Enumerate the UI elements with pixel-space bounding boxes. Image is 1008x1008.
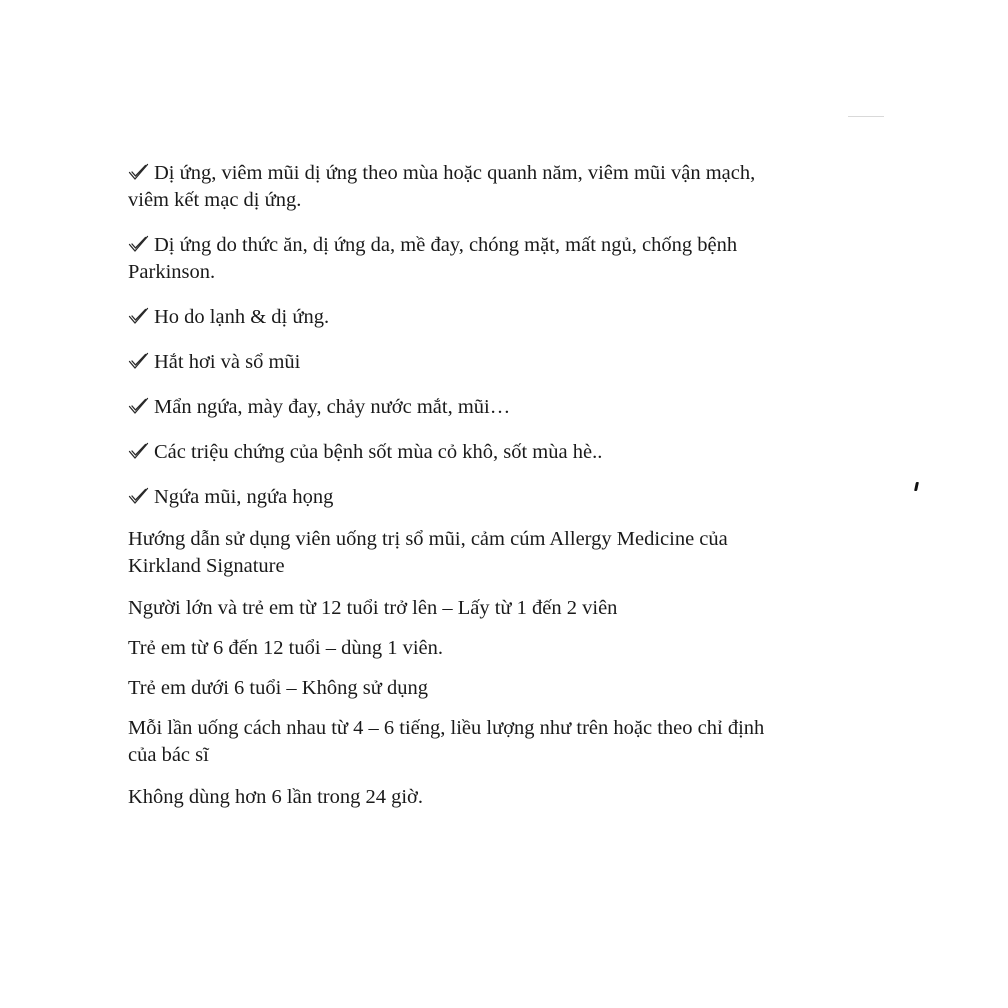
top-rule-divider bbox=[848, 116, 884, 117]
check-icon bbox=[128, 487, 149, 505]
usage-heading: Hướng dẫn sử dụng viên uống trị sổ mũi, cảm cúm Allergy Medicine của Kirkland Signature bbox=[128, 528, 728, 577]
document-content bbox=[128, 160, 778, 811]
indication-text: Các triệu chứng của bệnh sốt mùa cỏ khô, sốt mùa hè.. bbox=[154, 441, 603, 463]
indication-item-7 bbox=[128, 484, 778, 511]
usage-line-children-under-6: Trẻ em dưới 6 tuổi – Không sử dụng bbox=[128, 677, 428, 699]
usage-line-adults: Người lớn và trẻ em từ 12 tuổi trở lên – Lấy từ 1 đến 2 viên bbox=[128, 597, 618, 619]
indication-text: Ngứa mũi, ngứa họng bbox=[154, 486, 334, 508]
indication-item-4 bbox=[128, 349, 778, 376]
usage-line-interval: Mỗi lần uống cách nhau từ 4 – 6 tiếng, liều lượng như trên hoặc theo chỉ định của bác sĩ bbox=[128, 717, 765, 766]
usage-line-max-dose: Không dùng hơn 6 lần trong 24 giờ. bbox=[128, 786, 423, 808]
indication-item-6 bbox=[128, 439, 778, 466]
indication-item-2 bbox=[128, 232, 778, 286]
check-icon bbox=[128, 163, 149, 181]
usage-line-children-6-12: Trẻ em từ 6 đến 12 tuổi – dùng 1 viên. bbox=[128, 637, 443, 659]
check-icon bbox=[128, 307, 149, 325]
check-icon bbox=[128, 352, 149, 370]
indication-text: Hắt hơi và sổ mũi bbox=[154, 351, 301, 373]
indication-text: Ho do lạnh & dị ứng. bbox=[154, 306, 330, 328]
indication-text: Dị ứng, viêm mũi dị ứng theo mùa hoặc quanh năm, viêm mũi vận mạch, viêm kết mạc dị ứng. bbox=[128, 162, 756, 211]
stray-ink-mark bbox=[914, 482, 919, 491]
check-icon bbox=[128, 235, 149, 253]
indication-item-3 bbox=[128, 304, 778, 331]
indication-text: Mẩn ngứa, mày đay, chảy nước mắt, mũi… bbox=[154, 396, 511, 418]
indication-text: Dị ứng do thức ăn, dị ứng da, mề đay, chóng mặt, mất ngủ, chống bệnh Parkinson. bbox=[128, 234, 738, 283]
check-icon bbox=[128, 442, 149, 460]
check-icon bbox=[128, 397, 149, 415]
indication-item-1 bbox=[128, 160, 778, 214]
indication-item-5 bbox=[128, 394, 778, 421]
